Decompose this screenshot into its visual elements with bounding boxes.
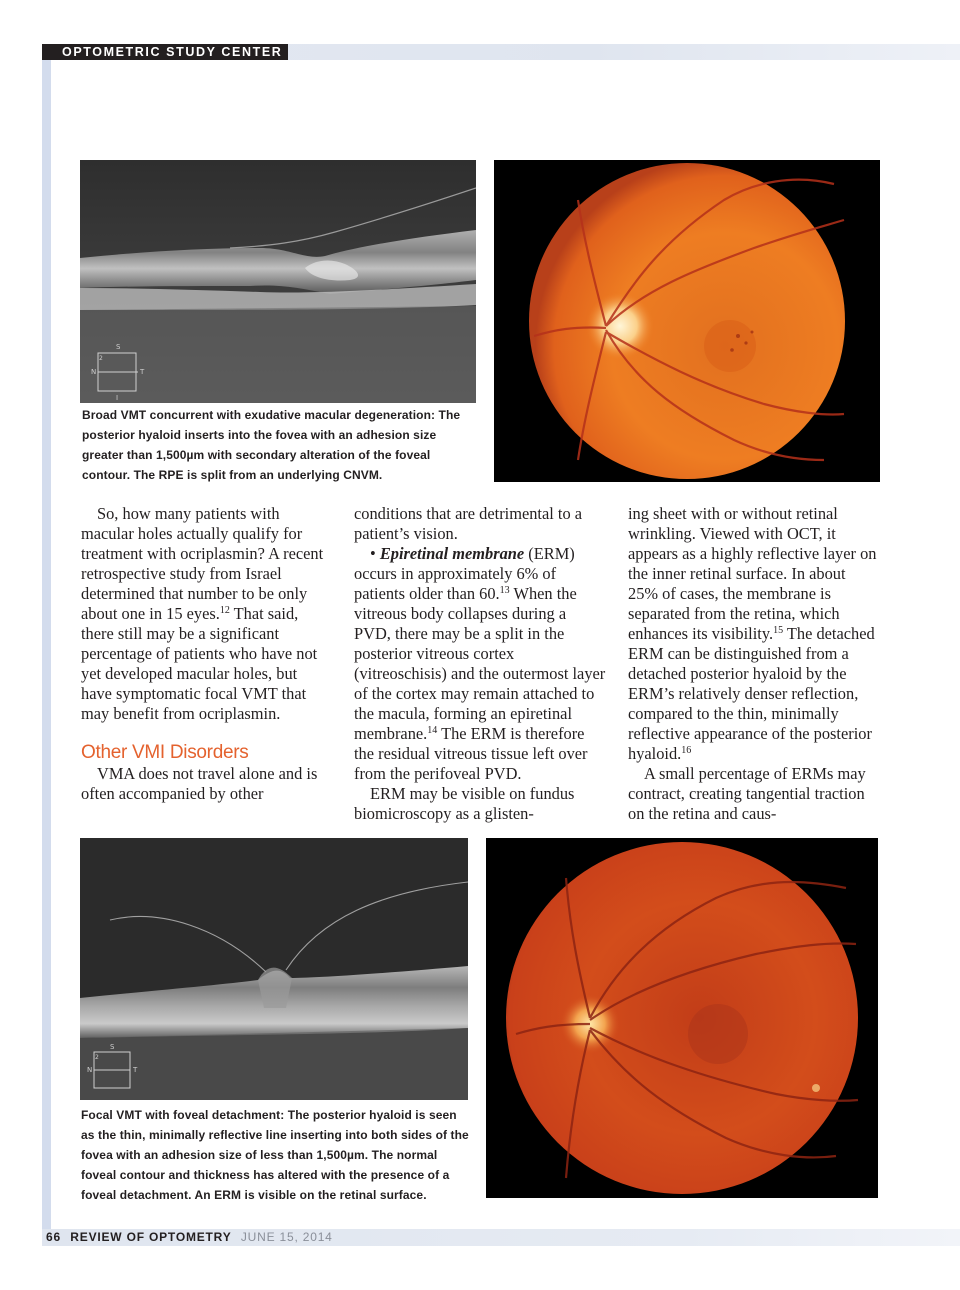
oct-scan-graphic-2 — [80, 838, 468, 1100]
left-rule — [42, 60, 51, 1245]
reference-13: 13 — [499, 585, 510, 596]
section-subhead: Other VMI Disorders — [81, 742, 249, 763]
column2-paragraph1: conditions that are detrimental to a patient’s vision. — [354, 504, 583, 543]
fundus-graphic-2 — [486, 838, 878, 1198]
column3-paragraph1-text-a: ing sheet with or without retinal wrinkling. Viewed with OCT, it appears as a highly reflective layer on the inner retinal surface. In about 25% of cases, the membrane is separated from the retina, which enhances its visibility. — [628, 504, 877, 643]
column2-paragraph2-text-c: The ERM is therefore the residual vitreous tissue left over from the perifoveal PVD. — [354, 724, 588, 783]
scan2-label-num: 2 — [95, 1054, 99, 1061]
column1-paragraph1 — [81, 504, 329, 724]
page-number: 66 — [46, 1230, 61, 1244]
column2-paragraph3: ERM may be visible on fundus biomicroscopy as a glisten- — [354, 784, 575, 823]
figure2-oct-image — [80, 838, 468, 1100]
scan-label-n: N — [91, 368, 97, 376]
term-epiretinal-membrane: Epiretinal membrane — [379, 544, 525, 563]
reference-15: 15 — [773, 625, 784, 636]
reference-14: 14 — [427, 725, 438, 736]
reference-12: 12 — [219, 605, 230, 616]
bullet-glyph: • — [370, 544, 380, 563]
scan2-label-t: T — [133, 1066, 138, 1074]
text-column-3 — [628, 504, 878, 824]
column1-paragraph2: VMA does not travel alone and is often accompanied by other — [81, 764, 318, 803]
figure1-oct-image — [80, 160, 476, 403]
column2-paragraph2-text-b: When the vitreous body collapses during a PVD, there may be a split in the posterior vitreous cortex (vitreoschisis) and the outermost layer of the cortex may remain attached to the macula, forming an epiretinal membrane. — [354, 584, 606, 743]
column1-paragraph1-text-a: So, how many patients with macular holes actually qualify for treatment with ocriplasmin? A recent retrospective study from Israel determined that number to be only about one in 15 eyes. — [81, 504, 324, 623]
text-column-1 — [81, 504, 329, 804]
oct-scan-graphic — [80, 160, 476, 403]
section-label: OPTOMETRIC STUDY CENTER — [42, 44, 288, 60]
column2-paragraph2 — [354, 544, 606, 784]
scan2-label-n: N — [87, 1066, 93, 1074]
column3-paragraph2: A small percentage of ERMs may contract, creating tangential traction on the retina and caus- — [628, 764, 866, 823]
figure2-fundus-image — [486, 838, 878, 1198]
text-column-2 — [354, 504, 606, 824]
column2-paragraph2-text-a: (ERM) occurs in approximately 6% of patients older than 60. — [354, 544, 575, 603]
issue-date: JUNE 15, 2014 — [240, 1230, 333, 1244]
scan2-label-s: S — [110, 1043, 115, 1051]
magazine-title: REVIEW OF OPTOMETRY — [70, 1230, 232, 1244]
figure2-caption: Focal VMT with foveal detachment: The posterior hyaloid is seen as the thin, minimally reflective line inserting into both sides of the fovea with an adhesion size of less than 1,500µm. The normal foveal contour and thickness has altered with the presence of a foveal detachment. An ERM is visible on the retinal surface. — [81, 1108, 469, 1202]
scan-label-i: I — [116, 394, 119, 402]
footer — [46, 1229, 333, 1246]
scan-label-s: S — [116, 343, 121, 351]
figure1-caption: Broad VMT concurrent with exudative macular degeneration: The posterior hyaloid inserts into the fovea with an adhesion size greater than 1,500µm with secondary alteration of the foveal contour. The RPE is split from an underlying CNVM. — [82, 408, 461, 482]
scan-label-num: 2 — [99, 355, 103, 362]
fundus-graphic — [494, 160, 880, 482]
figure1-fundus-image — [494, 160, 880, 482]
column3-paragraph1-text-b: The detached ERM can be distinguished from a detached posterior hyaloid by the ERM’s relatively denser reflection, compared to the thin, minimally reflective appearance of the posterior hyaloid. — [628, 624, 875, 763]
scan-label-t: T — [140, 368, 145, 376]
column1-paragraph1-text-b: That said, there still may be a significant percentage of patients who have not yet developed macular holes, but have symptomatic focal VMT that may benefit from ocriplasmin. — [81, 604, 318, 723]
column3-paragraph1 — [628, 504, 878, 764]
reference-16: 16 — [681, 745, 692, 756]
